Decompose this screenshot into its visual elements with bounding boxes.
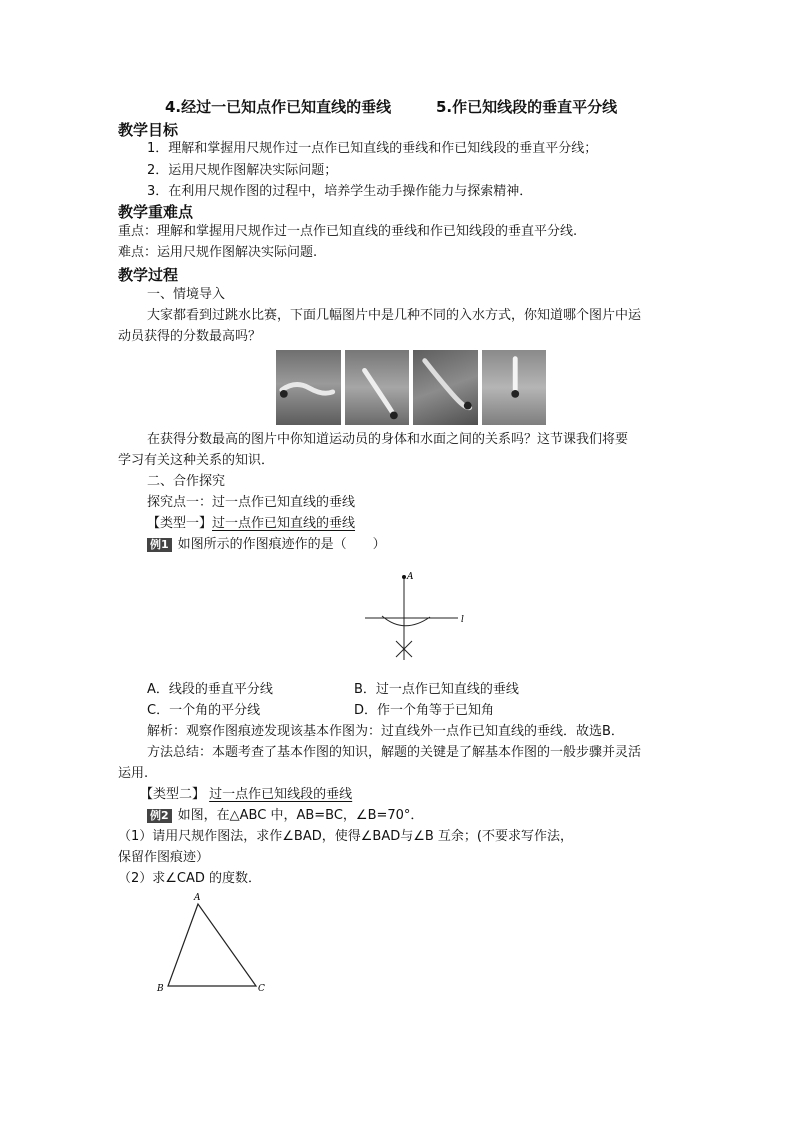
example-two-question-2: （2）求∠CAD 的度数． [118,871,262,886]
vertex-c-label: C [258,984,265,994]
section-heading: 一、情境导入 [147,287,226,302]
type-label: 【类型二】 [140,787,206,802]
example-one-question [147,534,386,555]
section-heading: 二、合作探究 [147,474,226,489]
stem-text: 如图，在△ABC 中，AB=BC，∠B=70°． [177,808,424,823]
objective-item: 2．运用尺规作图解决实际问题； [147,163,338,178]
method-summary: 方法总结：本题考查了基本作图的知识，解题的关键是了解基本作图的一般步骤并灵活 [147,745,642,760]
objectives-heading: 教学目标 [118,121,179,139]
type-title: 过一点作已知直线的垂线 [212,516,356,531]
example-two-question-1: （1）请用尺规作图法，求作∠BAD，使得∠BAD与∠B 互余；(不要求写作法， [118,829,574,844]
option-c: C．一个角的平分线 [147,703,261,718]
explore-point: 探究点一：过一点作已知直线的垂线 [147,495,356,510]
followup-paragraph: 在获得分数最高的图片中你知道运动员的身体和水面之间的关系吗？这节课我们将要 [147,432,629,447]
type-label: 【类型一】 [147,516,213,531]
option-b: B．过一点作已知直线的垂线 [354,682,519,697]
vertex-a-label: A [194,893,201,903]
triangle-abc [168,904,256,986]
key-point-difficulty: 难点：运用尺规作图解决实际问题. [118,245,318,260]
point-a [402,575,406,579]
example-two-question-1: 保留作图痕迹） [118,850,210,865]
option-a: A．线段的垂直平分线 [147,682,273,697]
diving-photo [482,350,547,425]
analysis-text: 解析：观察作图痕迹发现该基本作图为：过直线外一点作已知直线的垂线．故选B． [147,724,624,739]
triangle-abc-figure [150,890,280,1000]
line-l-label: l [461,615,464,625]
point-a-label: A [407,572,414,582]
intro-paragraph: 动员获得的分数最高吗？ [118,329,262,344]
objective-item: 3．在利用尺规作图的过程中，培养学生动手操作能力与探索精神． [147,184,533,199]
option-d: D．作一个角等于已知角 [354,703,495,718]
example-badge: 例1 [147,538,172,552]
construction-arc [382,616,430,626]
diving-photo [276,350,341,425]
type-one-heading [147,513,355,534]
perpendicular-construction-figure [360,565,480,665]
lesson-title-part2: 5.作已知线段的垂直平分线 [436,98,618,116]
type-two-heading [140,784,352,805]
vertex-b-label: B [157,984,164,994]
diving-photo [345,350,410,425]
key-point-focus: 重点：理解和掌握用尺规作过一点作已知直线的垂线和作已知线段的垂直平分线. [118,224,578,239]
diving-photos [276,350,546,425]
question-text: 如图所示的作图痕迹作的是（ ） [177,537,386,552]
diving-photo [413,350,478,425]
type-title: 过一点作已知线段的垂线 [209,787,353,802]
process-heading: 教学过程 [118,266,179,284]
intro-paragraph: 大家都看到过跳水比赛，下面几幅图片中是几种不同的入水方式，你知道哪个图片中运 [147,308,642,323]
lesson-title-part1: 4.经过一已知点作已知直线的垂线 [165,98,392,116]
example-two-stem [147,805,423,826]
key-points-heading: 教学重难点 [118,203,194,221]
followup-paragraph: 学习有关这种关系的知识． [118,453,275,468]
method-summary: 运用. [118,766,149,781]
objective-item: 1．理解和掌握用尺规作过一点作已知直线的垂线和作已知线段的垂直平分线； [147,141,598,156]
example-badge: 例2 [147,809,172,823]
